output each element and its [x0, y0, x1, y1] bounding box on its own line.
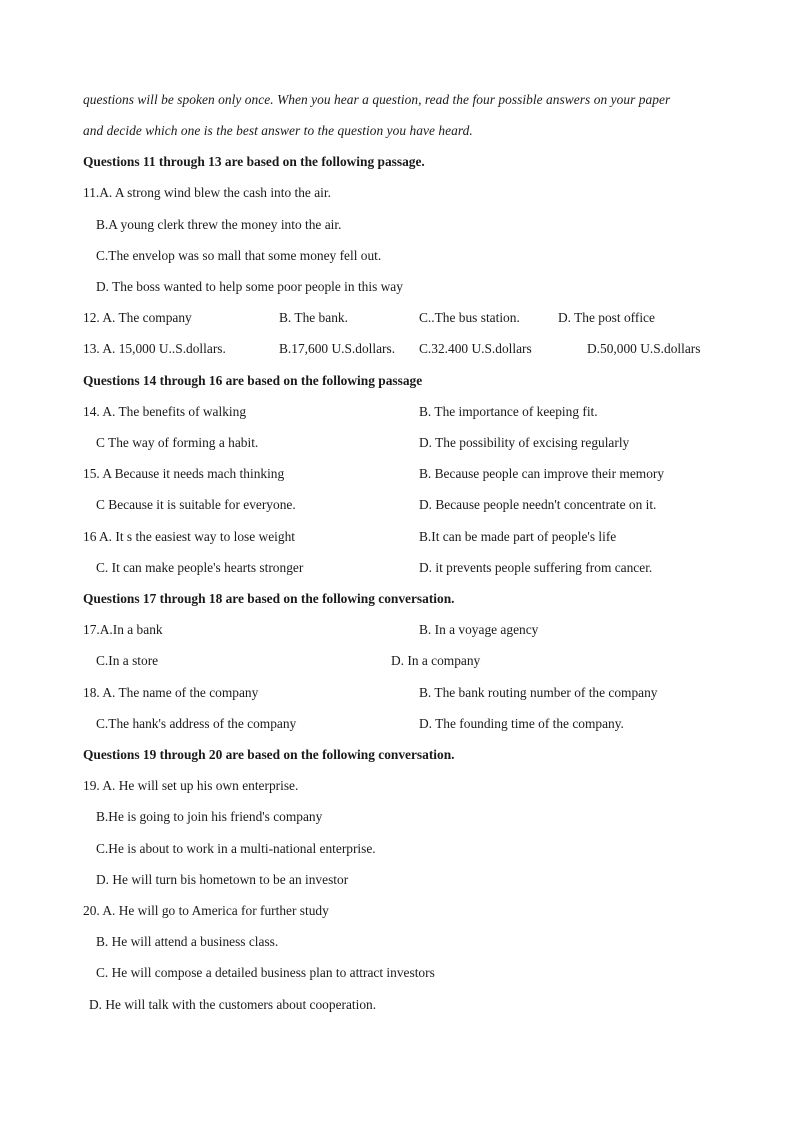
q16-option-b: B.It can be made part of people's life	[419, 529, 617, 544]
q18-option-d: D. The founding time of the company.	[419, 716, 624, 731]
q19-option-a: 19. A. He will set up his own enterprise.	[83, 778, 299, 793]
q15-option-d: D. Because people needn't concentrate on it.	[419, 497, 657, 512]
section-heading-17-18: Questions 17 through 18 are based on the following conversation.	[83, 591, 455, 606]
q14-row-2	[83, 433, 723, 453]
q14-option-a: 14. A. The benefits of walking	[83, 404, 247, 419]
q18-option-b: B. The bank routing number of the company	[419, 685, 658, 700]
q19-option-b: B.He is going to join his friend's company	[96, 809, 323, 824]
instructions-line-2: and decide which one is the best answer to the question you have heard.	[83, 123, 473, 138]
q12-row	[83, 308, 723, 328]
q20-option-a: 20. A. He will go to America for further study	[83, 903, 329, 918]
q16-option-d: D. it prevents people suffering from cancer.	[419, 560, 653, 575]
q20-option-b: B. He will attend a business class.	[96, 934, 279, 949]
q12-option-a: 12. A. The company	[83, 310, 192, 325]
q15-row-2	[83, 495, 723, 515]
q11-option-d: D. The boss wanted to help some poor people in this way	[96, 279, 403, 294]
q15-option-b: B. Because people can improve their memory	[419, 466, 665, 481]
q11-option-b: B.A young clerk threw the money into the air.	[96, 217, 342, 232]
section-heading-19-20: Questions 19 through 20 are based on the following conversation.	[83, 747, 455, 762]
q16-row-1	[83, 527, 723, 547]
q17-option-d: D. In a company	[391, 653, 481, 668]
q12-option-c: C..The bus station.	[419, 310, 520, 325]
q15-row-1	[83, 464, 723, 484]
q17-row-1	[83, 620, 723, 640]
q18-row-1	[83, 683, 723, 703]
q13-option-a: 13. A. 15,000 U..S.dollars.	[83, 341, 226, 356]
q19-option-c: C.He is about to work in a multi-national enterprise.	[96, 841, 376, 856]
q17-option-a: 17.A.In a bank	[83, 622, 163, 637]
q15-option-a: 15. A Because it needs mach thinking	[83, 466, 285, 481]
q20-option-d: D. He will talk with the customers about cooperation.	[89, 997, 377, 1012]
q13-option-d: D.50,000 U.S.dollars	[587, 341, 701, 356]
q13-row	[83, 339, 723, 359]
q13-option-b: B.17,600 U.S.dollars.	[279, 341, 396, 356]
q14-option-c: C The way of forming a habit.	[96, 435, 259, 450]
q17-option-c: C.In a store	[96, 653, 159, 668]
section-heading-14-16: Questions 14 through 16 are based on the following passage	[83, 373, 423, 388]
q18-option-a: 18. A. The name of the company	[83, 685, 259, 700]
q12-option-d: D. The post office	[558, 310, 655, 325]
q12-option-b: B. The bank.	[279, 310, 348, 325]
instructions-line-1: questions will be spoken only once. When you hear a question, read the four possible answers on your paper	[83, 92, 671, 107]
q19-option-d: D. He will turn bis hometown to be an investor	[96, 872, 349, 887]
q18-row-2	[83, 714, 723, 734]
q18-option-c: C.The hank's address of the company	[96, 716, 297, 731]
q20-option-c: C. He will compose a detailed business plan to attract investors	[96, 965, 435, 980]
q15-option-c: C Because it is suitable for everyone.	[96, 497, 296, 512]
q16-option-a: 16 A. It s the easiest way to lose weight	[83, 529, 295, 544]
q16-row-2	[83, 558, 723, 578]
q17-option-b: B. In a voyage agency	[419, 622, 539, 637]
section-heading-11-13: Questions 11 through 13 are based on the following passage.	[83, 154, 425, 169]
q11-option-c: C.The envelop was so mall that some money fell out.	[96, 248, 382, 263]
q17-row-2	[83, 651, 723, 671]
q11-option-a: 11.A. A strong wind blew the cash into the air.	[83, 185, 331, 200]
q14-option-d: D. The possibility of excising regularly	[419, 435, 630, 450]
q14-option-b: B. The importance of keeping fit.	[419, 404, 598, 419]
q16-option-c: C. It can make people's hearts stronger	[96, 560, 304, 575]
q14-row-1	[83, 402, 723, 422]
q13-option-c: C.32.400 U.S.dollars	[419, 341, 532, 356]
